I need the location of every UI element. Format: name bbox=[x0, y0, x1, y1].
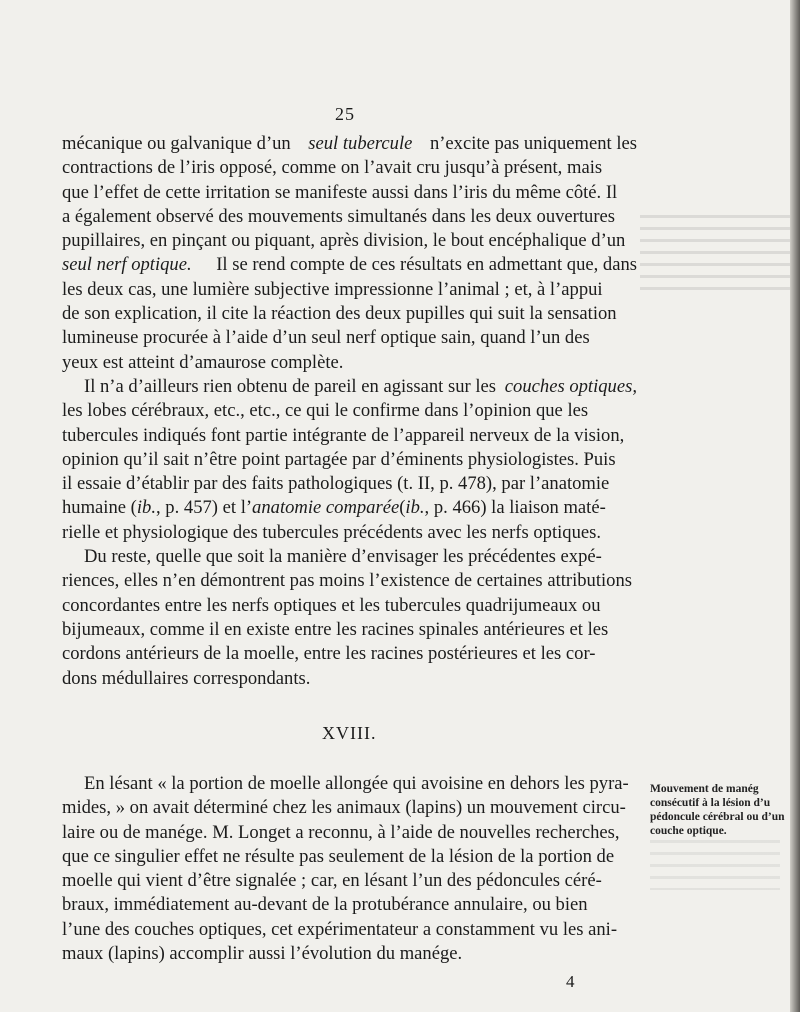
text-line: pupillaires, en pinçant ou piquant, après division, le bout encéphalique d’un bbox=[62, 230, 626, 252]
text-line: En lésant « la portion de moelle allongée qui avoisine en dehors les pyra- bbox=[84, 773, 629, 794]
text-line: a également observé des mouvements simultanés dans les deux ouvertures bbox=[62, 205, 616, 227]
page-edge-shadow bbox=[790, 0, 800, 1012]
body-text-lower bbox=[62, 772, 637, 966]
show-through-text-lower bbox=[650, 840, 780, 890]
text-line: lumineuse procurée à l’aide d’un seul nerf optique sain, quand l’un des bbox=[62, 327, 590, 349]
margin-note-line: Mouvement de manég bbox=[650, 783, 759, 795]
section-heading: XVIII. bbox=[322, 723, 377, 743]
show-through-text bbox=[640, 215, 790, 295]
text-line: maux (lapins) accomplir aussi l’évolution du manége. bbox=[62, 943, 463, 965]
text-line: Il n’a d’ailleurs rien obtenu de pareil en agissant sur les couches optiques, bbox=[84, 375, 637, 397]
text-line: humaine ( ib. , p. 457) et l’ anatomie comparée ( ib. , p. 466) la liaison maté- bbox=[62, 497, 606, 519]
text-line: mides, » on avait déterminé chez les animaux (lapins) un mouvement circu- bbox=[62, 797, 626, 819]
text-line: moelle qui vient d’être signalée ; car, en lésant l’un des pédoncules céré- bbox=[62, 870, 602, 892]
margin-note-line: consécutif à la lésion d’u bbox=[650, 797, 771, 809]
text-line: les deux cas, une lumière subjective impressionne l’animal ; et, à l’appui bbox=[62, 278, 603, 300]
text-line: laire ou de manége. M. Longet a reconnu, à l’aide de nouvelles recherches, bbox=[62, 821, 620, 843]
text-line: tubercules indiqués font partie intégrante de l’appareil nerveux de la vision, bbox=[62, 424, 625, 446]
text-line: Du reste, quelle que soit la manière d’envisager les précédentes expé- bbox=[84, 546, 602, 568]
text-line: concordantes entre les nerfs optiques et les tubercules quadrijumeaux ou bbox=[62, 594, 601, 616]
text-line: mécanique ou galvanique d’un seul tubercule n’excite pas uniquement les bbox=[62, 133, 637, 154]
text-line: riences, elles n’en démontrent pas moins l’existence de certaines attributions bbox=[62, 570, 633, 592]
text-line: opinion qu’il sait n’être point partagée par d’éminents physiologistes. Puis bbox=[62, 448, 616, 470]
text-line: les lobes cérébraux, etc., etc., ce qui le confirme dans l’opinion que les bbox=[62, 400, 589, 422]
text-line: yeux est atteint d’amaurose complète. bbox=[62, 351, 344, 373]
text-line: contractions de l’iris opposé, comme on l’avait cru jusqu’à présent, mais bbox=[62, 157, 603, 179]
signature-mark: 4 bbox=[566, 972, 575, 991]
text-line: il essaie d’établir par des faits pathologiques (t. II, p. 478), par l’anatomie bbox=[62, 473, 610, 495]
text-line: rielle et physiologique des tubercules précédents avec les nerfs optiques. bbox=[62, 521, 602, 543]
text-line: seul nerf optique. Il se rend compte de ces résultats en admettant que, dans bbox=[62, 254, 637, 276]
page-number: 25 bbox=[335, 104, 355, 124]
text-line: cordons antérieurs de la moelle, entre les racines postérieures et les cor- bbox=[62, 643, 596, 665]
margin-note-line: pédoncule cérébral ou d’un bbox=[650, 811, 785, 823]
text-line: que l’effet de cette irritation se manifeste aussi dans l’iris du même côté. Il bbox=[62, 181, 618, 203]
text-line: l’une des couches optiques, cet expérimentateur a constamment vu les ani- bbox=[62, 918, 618, 940]
text-line: braux, immédiatement au-devant de la protubérance annulaire, ou bien bbox=[62, 894, 588, 916]
text-line: que ce singulier effet ne résulte pas seulement de la lésion de la portion de bbox=[62, 845, 615, 867]
body-text-upper bbox=[62, 132, 637, 691]
text-line: de son explication, il cite la réaction des deux pupilles qui suit la sensation bbox=[62, 303, 617, 325]
text-line: bijumeaux, comme il en existe entre les racines spinales antérieures et les bbox=[62, 618, 609, 640]
margin-note-line: couche optique. bbox=[650, 825, 727, 837]
margin-note bbox=[650, 782, 792, 838]
text-line: dons médullaires correspondants. bbox=[62, 667, 311, 689]
